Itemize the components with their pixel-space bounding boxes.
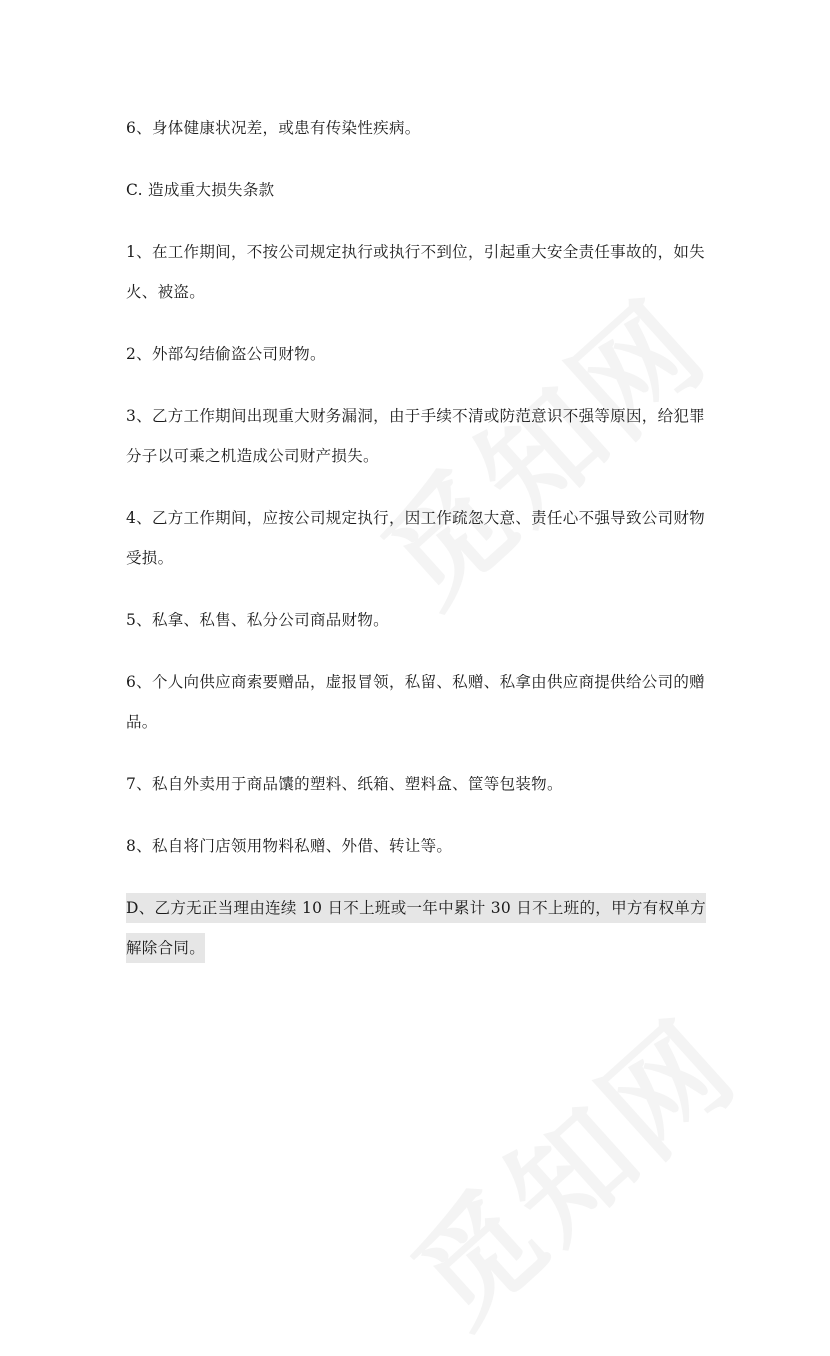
paragraph-clause-6: 6、个人向供应商索要赠品，虚报冒领，私留、私赠、私拿由供应商提供给公司的赠品。 bbox=[126, 673, 705, 731]
paragraph-clause-1: 1、在工作期间，不按公司规定执行或执行不到位，引起重大安全责任事故的，如失火、被盗。 bbox=[126, 243, 705, 301]
paragraph-item-6-health: 6、身体健康状况差，或患有传染性疾病。 bbox=[126, 119, 421, 137]
document-body bbox=[126, 108, 716, 990]
paragraph-clause-7: 7、私自外卖用于商品馕的塑料、纸箱、塑料盒、筐等包装物。 bbox=[126, 775, 563, 793]
paragraph-clause-3: 3、乙方工作期间出现重大财务漏洞，由于手续不清或防范意识不强等原因，给犯罪分子以可乘之机造成公司财产损失。 bbox=[126, 407, 705, 465]
highlighted-text: D、乙方无正当理由连续 10 日不上班或一年中累计 30 日不上班的，甲方有权单方解除合同。 bbox=[126, 893, 706, 963]
paragraph-clause-5: 5、私拿、私售、私分公司商品财物。 bbox=[126, 611, 389, 629]
paragraph-clause-8: 8、私自将门店领用物料私赠、外借、转让等。 bbox=[126, 837, 453, 855]
paragraph-clause-4: 4、乙方工作期间，应按公司规定执行，因工作疏忽大意、责任心不强导致公司财物受损。 bbox=[126, 509, 705, 567]
section-heading-c: C. 造成重大损失条款 bbox=[126, 181, 275, 199]
watermark bbox=[371, 976, 767, 1356]
paragraph-clause-2: 2、外部勾结偷盗公司财物。 bbox=[126, 345, 326, 363]
section-d-paragraph bbox=[126, 888, 716, 968]
